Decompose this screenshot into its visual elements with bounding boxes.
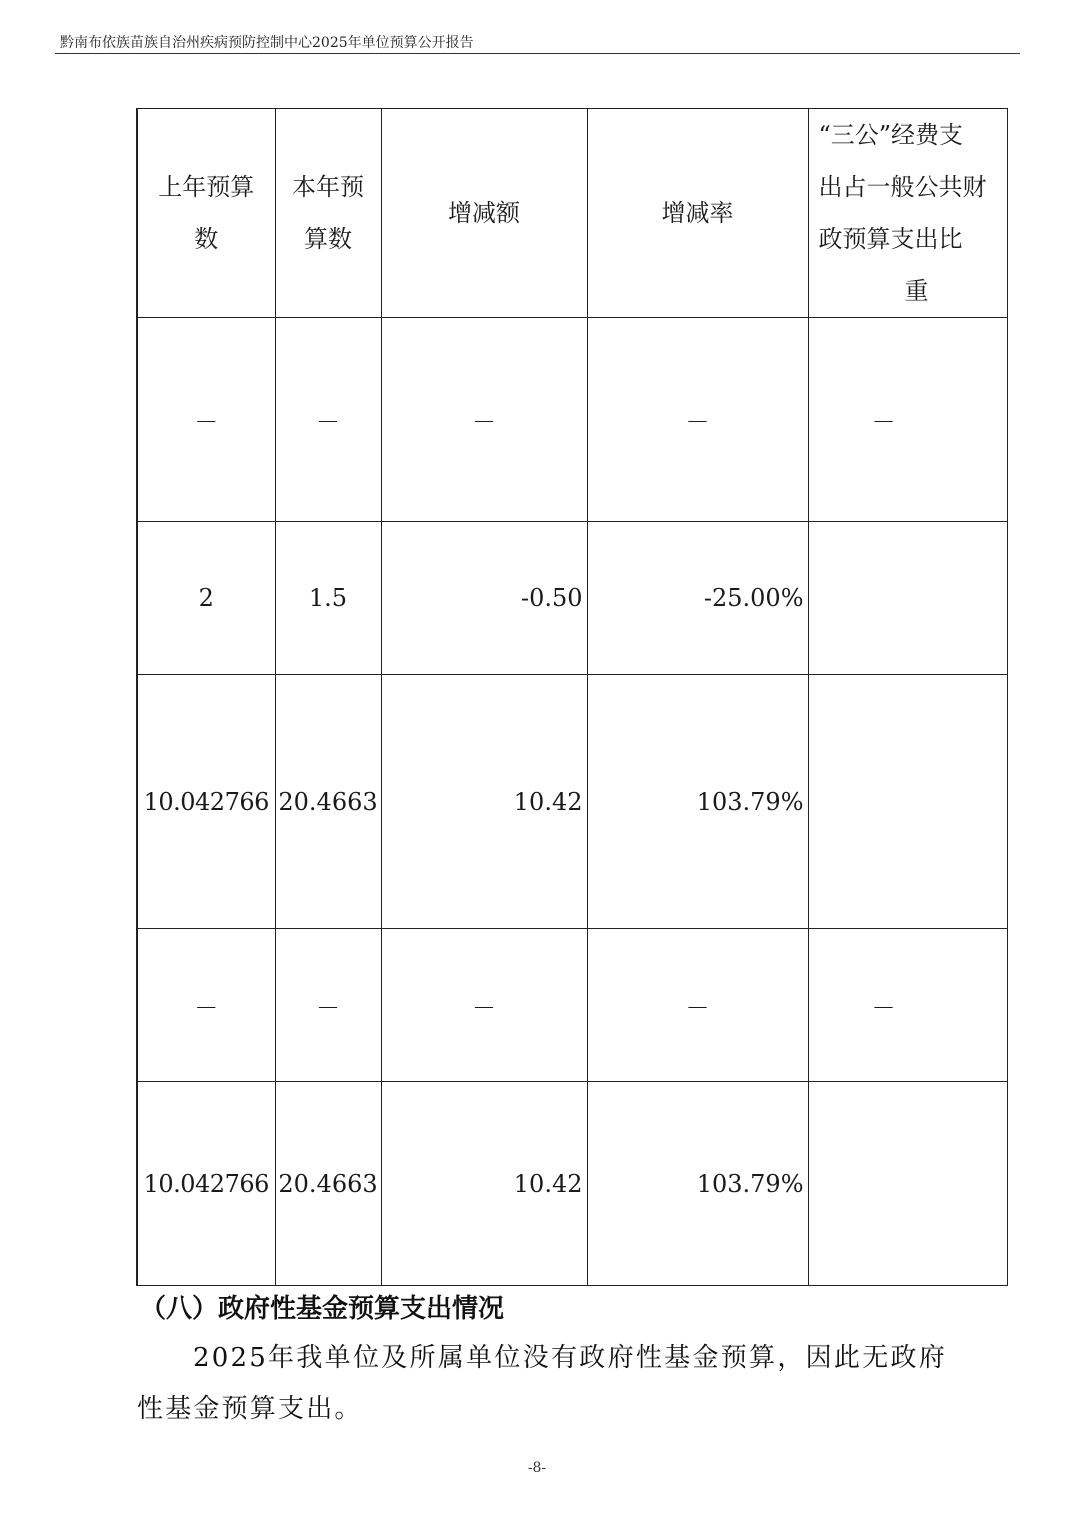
cell-curr: － <box>275 929 381 1082</box>
cell-curr: 1.5 <box>275 522 381 675</box>
cell-rate: － <box>587 318 808 522</box>
cell-prev: 10.042766 <box>137 1082 275 1286</box>
header-curr-budget: 本年预 算数 <box>275 109 381 318</box>
cell-diff: -0.50 <box>381 522 587 675</box>
cell-rate: -25.00% <box>587 522 808 675</box>
cell-curr: － <box>275 318 381 522</box>
section-paragraph: 2025年我单位及所属单位没有政府性基金预算，因此无政府性基金预算支出。 <box>137 1343 947 1424</box>
budget-table <box>136 108 1008 1286</box>
table-row <box>137 675 1007 929</box>
cell-share <box>808 522 1007 675</box>
document-header: 黔南布依族苗族自治州疾病预防控制中心2025年单位预算公开报告 <box>60 35 474 51</box>
page-number: -8- <box>527 1460 547 1476</box>
cell-rate: 103.79% <box>587 675 808 929</box>
cell-diff: － <box>381 929 587 1082</box>
table-row <box>137 522 1007 675</box>
cell-diff: 10.42 <box>381 1082 587 1286</box>
table-row <box>137 318 1007 522</box>
cell-rate: － <box>587 929 808 1082</box>
cell-diff: 10.42 <box>381 675 587 929</box>
header-share: “三公”经费支 出占一般公共财 政预算支出比 重 <box>808 109 1007 318</box>
cell-share <box>808 1082 1007 1286</box>
cell-share: － <box>808 929 1007 1082</box>
cell-curr: 20.4663 <box>275 1082 381 1286</box>
header-change-amount: 增减额 <box>381 109 587 318</box>
cell-diff: － <box>381 318 587 522</box>
cell-share <box>808 675 1007 929</box>
cell-prev: － <box>137 318 275 522</box>
table-row <box>137 1082 1007 1286</box>
table-row <box>137 929 1007 1082</box>
cell-prev: 10.042766 <box>137 675 275 929</box>
header-divider <box>55 53 1020 54</box>
table-header-row <box>137 109 1007 318</box>
cell-prev: 2 <box>137 522 275 675</box>
cell-share: － <box>808 318 1007 522</box>
header-prev-budget: 上年预算 数 <box>137 109 275 318</box>
cell-curr: 20.4663 <box>275 675 381 929</box>
budget-table-container <box>136 108 987 1283</box>
section-title: （八）政府性基金预算支出情况 <box>140 1294 505 1324</box>
header-change-rate: 增减率 <box>587 109 808 318</box>
cell-prev: － <box>137 929 275 1082</box>
cell-rate: 103.79% <box>587 1082 808 1286</box>
